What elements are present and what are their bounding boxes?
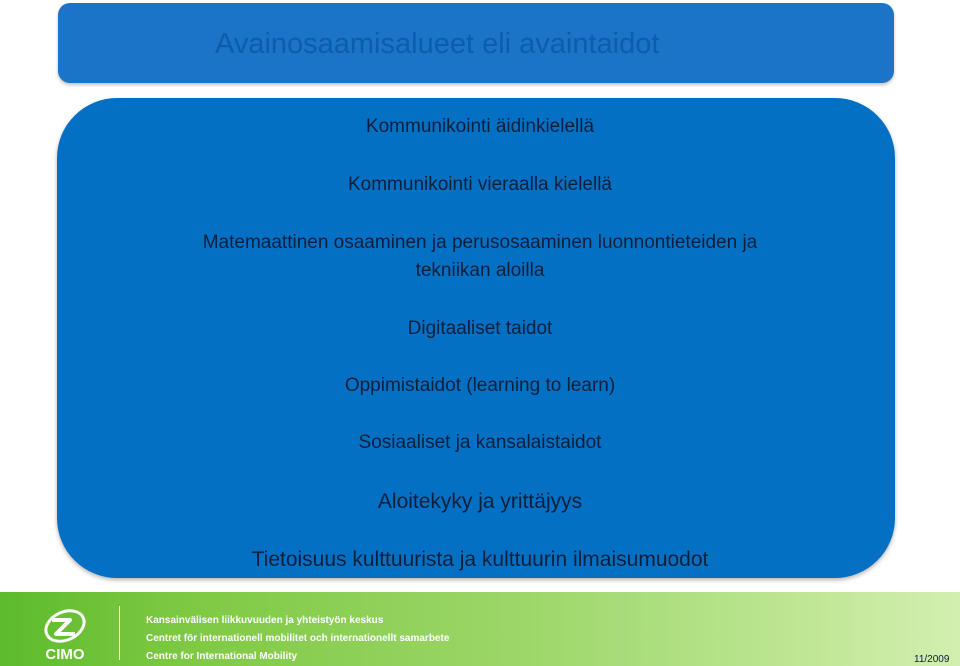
list-item: Aloitekyky ja yrittäjyys (377, 490, 583, 513)
list-item: Oppimistaidot (learning to learn) (344, 375, 616, 396)
list-item: Tietoisuus kulttuurista ja kulttuurin ilmaisumuodot (251, 548, 709, 571)
date-label: 11/2009 (914, 654, 950, 665)
org-name-en: Centre for International Mobility (146, 651, 298, 662)
list-item: Digitaaliset taidot (407, 318, 553, 339)
org-name-fi: Kansainvälisen liikkuvuuden ja yhteistyön keskus (146, 615, 384, 626)
footer-bar (0, 592, 960, 666)
list-item: Matemaattinen osaaminen ja perusosaaminen luonnontieteiden ja (202, 232, 758, 253)
list-item: Kommunikointi vieraalla kielellä (347, 174, 612, 195)
footer-divider (119, 606, 120, 660)
list-item: tekniikan aloilla (415, 260, 545, 281)
cimo-logo (30, 606, 100, 662)
list-item: Kommunikointi äidinkielellä (365, 116, 595, 137)
list-item: Sosiaaliset ja kansalaistaidot (358, 432, 602, 453)
org-name-sv: Centret för internationell mobilitet och internationellt samarbete (146, 633, 450, 644)
slide-title: Avainosaamisalueet eli avaintaidot (215, 28, 660, 60)
logo-text: CIMO (45, 646, 85, 662)
